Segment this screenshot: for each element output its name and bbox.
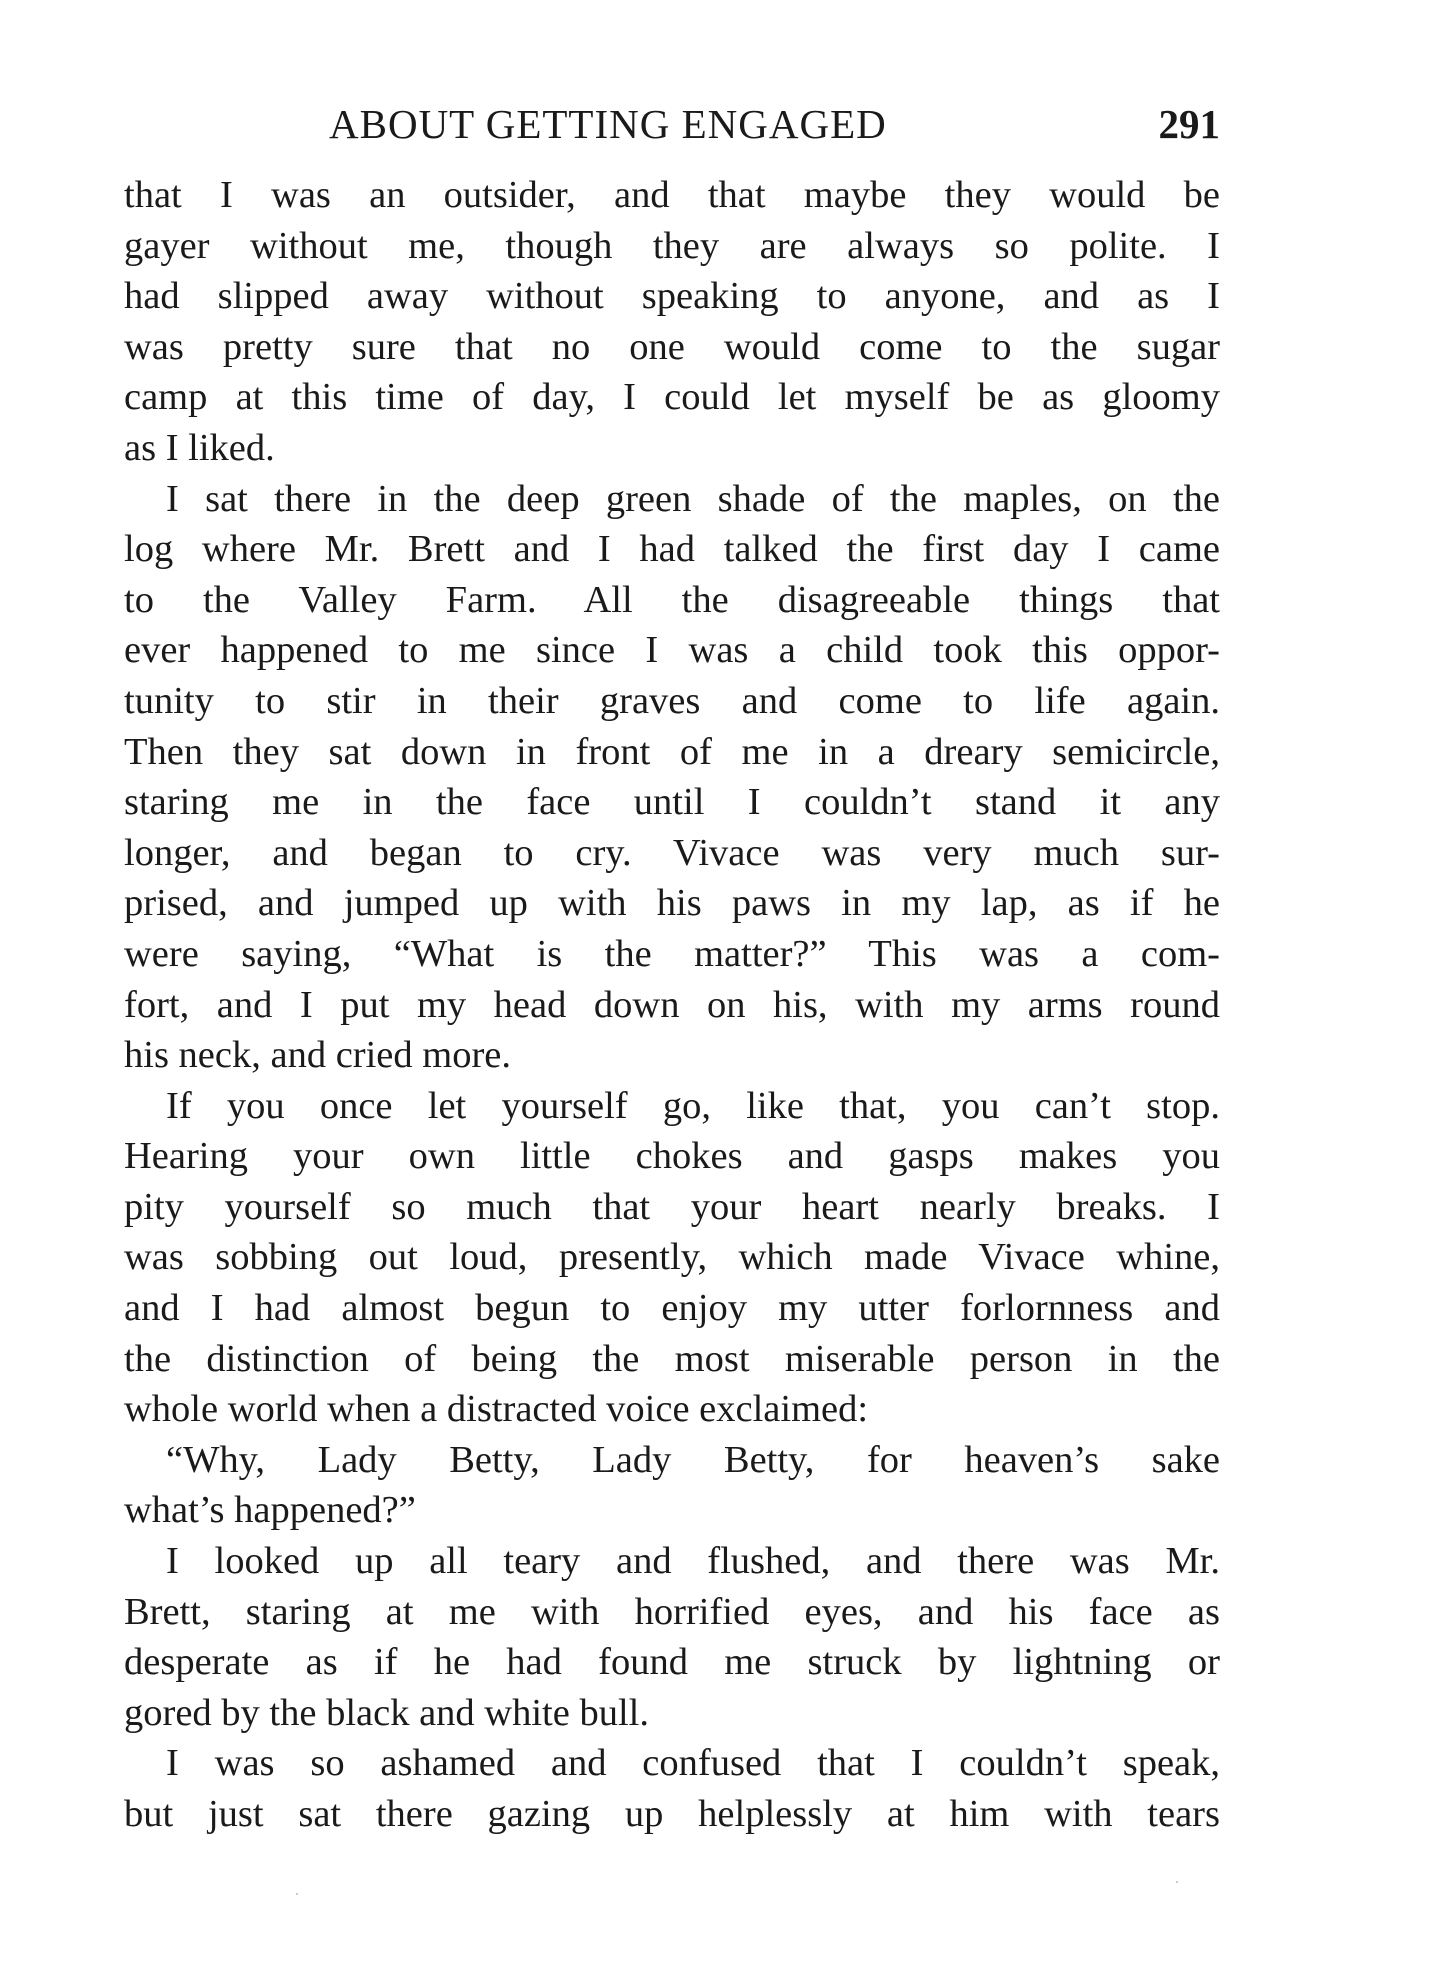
text-line: as I liked. [124, 426, 275, 469]
text-line: were saying, “What is the matter?” This was a com- [124, 932, 1220, 975]
text-line: his neck, and cried more. [124, 1034, 511, 1077]
text-line: log where Mr. Brett and I had talked the first day I came [124, 528, 1220, 571]
paper-speck [1176, 1881, 1178, 1883]
text-line: gored by the black and white bull. [124, 1691, 649, 1734]
text-line: prised, and jumped up with his paws in my lap, as if he [124, 882, 1220, 925]
text-line: I was so ashamed and confused that I couldn’t speak, [166, 1742, 1220, 1785]
text-line: was pretty sure that no one would come to the sugar [124, 325, 1220, 368]
running-title: ABOUT GETTING ENGAGED [329, 101, 887, 147]
text-line: ever happened to me since I was a child took this oppor- [124, 629, 1220, 672]
text-line: I sat there in the deep green shade of the maples, on the [166, 477, 1220, 520]
text-line: camp at this time of day, I could let myself be as gloomy [124, 376, 1220, 419]
page-number: 291 [1158, 101, 1220, 147]
running-head [124, 100, 1220, 150]
text-line: If you once let yourself go, like that, you can’t stop. [166, 1084, 1220, 1127]
text-line: fort, and I put my head down on his, with my arms round [124, 983, 1220, 1026]
text-line: I looked up all teary and flushed, and there was Mr. [166, 1540, 1220, 1583]
text-line: that I was an outsider, and that maybe they would be [124, 174, 1220, 216]
text-line: staring me in the face until I couldn’t stand it any [124, 781, 1220, 824]
text-line: was sobbing out loud, presently, which made Vivace whine, [124, 1236, 1220, 1279]
text-line: desperate as if he had found me struck by lightning or [124, 1641, 1220, 1684]
text-line: Then they sat down in front of me in a dreary semicircle, [124, 730, 1220, 773]
text-line: whole world when a distracted voice exclaimed: [124, 1388, 869, 1431]
text-line: Hearing your own little chokes and gasps makes you [124, 1135, 1220, 1178]
paper-speck [296, 1893, 298, 1895]
text-line: but just sat there gazing up helplessly at him with tears [124, 1793, 1220, 1835]
text-line: Brett, staring at me with horrified eyes, and his face as [124, 1590, 1220, 1633]
text-line: had slipped away without speaking to anyone, and as I [124, 275, 1220, 318]
text-line: what’s happened?” [124, 1489, 416, 1532]
text-line: longer, and began to cry. Vivace was very much sur- [124, 831, 1220, 874]
text-line: and I had almost begun to enjoy my utter forlornness and [124, 1287, 1220, 1330]
text-line: the distinction of being the most miserable person in the [124, 1337, 1220, 1380]
body-text [124, 170, 1220, 1840]
text-line: “Why, Lady Betty, Lady Betty, for heaven’s sake [166, 1438, 1220, 1481]
text-line: pity yourself so much that your heart nearly breaks. I [124, 1185, 1220, 1228]
text-line: gayer without me, though they are always so polite. I [124, 224, 1220, 267]
text-line: tunity to stir in their graves and come to life again. [124, 679, 1220, 722]
text-line: to the Valley Farm. All the disagreeable things that [124, 578, 1220, 621]
